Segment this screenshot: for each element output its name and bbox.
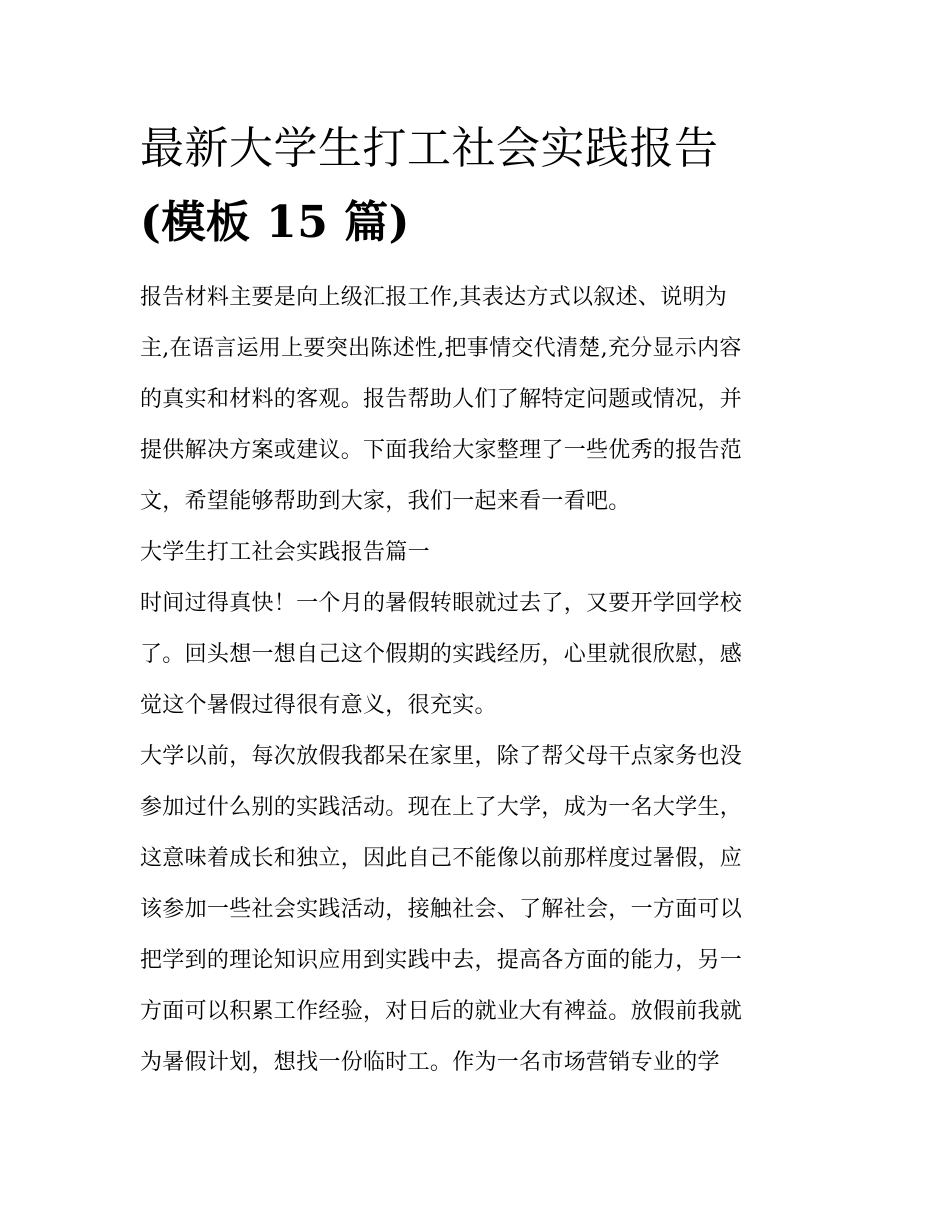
text-line: 方面可以积累工作经验，对日后的就业大有裨益。放假前我就 [140,999,743,1024]
text-line: 把学到的理论知识应用到实践中去，提高各方面的能力，另一 [140,948,743,973]
document-title [140,112,815,260]
text-line: 的真实和材料的客观。报告帮助人们了解特定问题或情况，并 [140,387,743,412]
text-line: 提供解决方案或建议。下面我给大家整理了一些优秀的报告范 [140,438,743,463]
text-line: 时间过得真快！一个月的暑假转眼就过去了，又要开学回学校 [140,591,743,616]
document-content [140,112,815,1088]
document-body [140,272,815,1088]
paragraph-1 [140,578,815,731]
title-line-2-text: (模板 15 篇) [140,197,411,248]
title-line-1: 最新大学生打工社会实践报告 [140,123,719,174]
text-line: 为暑假计划，想找一份临时工。作为一名市场营销专业的学 [140,1050,720,1075]
text-line: 大学以前，每次放假我都呆在家里，除了帮父母干点家务也没 [140,744,743,769]
intro-paragraph [140,272,815,527]
text-line: 了。回头想一想自己这个假期的实践经历，心里就很欣慰，感 [140,642,743,667]
text-line: 觉这个暑假过得很有意义，很充实。 [140,693,497,718]
title-line-2 [140,186,815,260]
text-line: 该参加一些社会实践活动，接触社会、了解社会，一方面可以 [140,897,743,922]
text-line: 参加过什么别的实践活动。现在上了大学，成为一名大学生， [140,795,743,820]
text-line: 这意味着成长和独立，因此自己不能像以前那样度过暑假，应 [140,846,743,871]
text-line: 大学生打工社会实践报告篇一 [140,540,430,565]
text-line: 主,在语言运用上要突出陈述性,把事情交代清楚,充分显示内容 [140,336,742,361]
section-heading [140,527,815,578]
paragraph-2 [140,731,815,1088]
text-line: 报告材料主要是向上级汇报工作,其表达方式以叙述、说明为 [140,285,728,310]
text-line: 文，希望能够帮助到大家，我们一起来看一看吧。 [140,489,631,514]
